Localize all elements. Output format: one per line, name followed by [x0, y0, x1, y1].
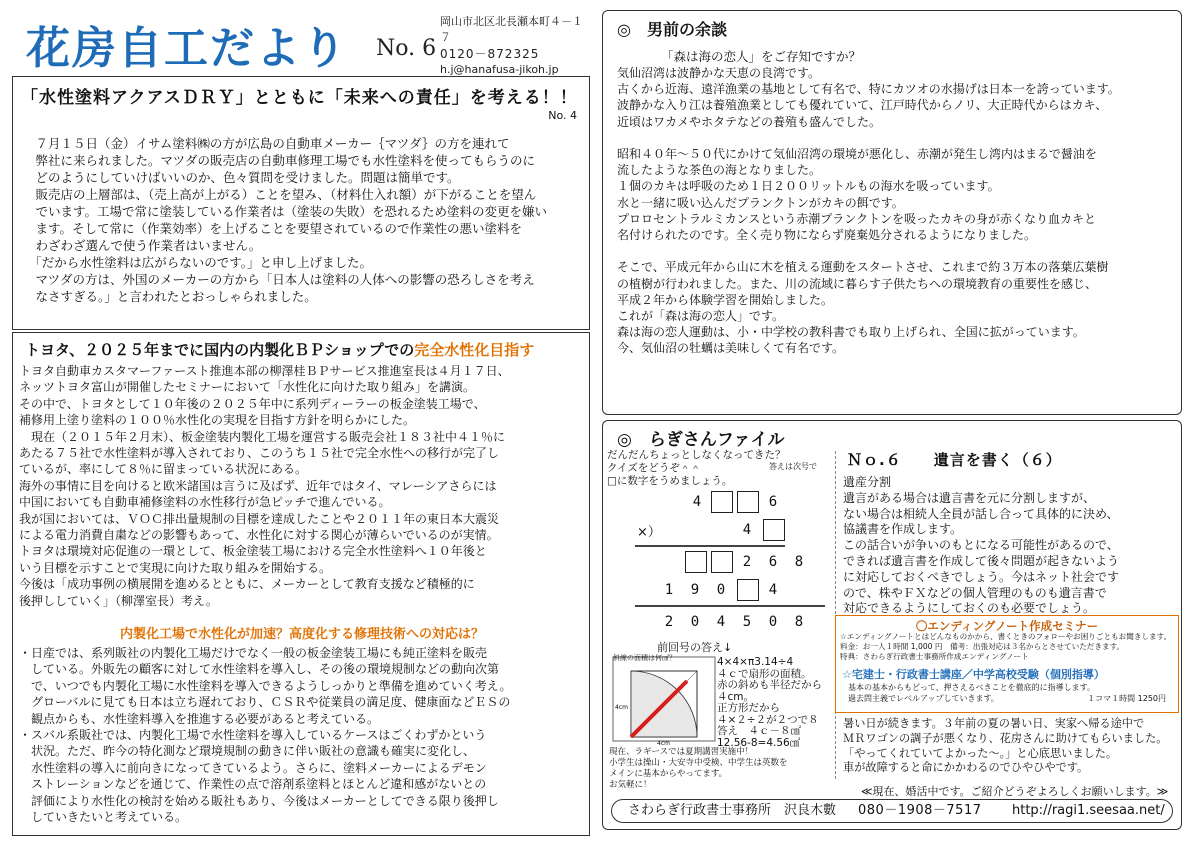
office-footer [611, 799, 1173, 823]
title-highlight: 完全水性化目指す [414, 341, 535, 359]
course-price: １コマ１時間 1250円 [1087, 694, 1166, 703]
office-name: さわらぎ行政書士事務所 沢良木數 [628, 803, 837, 818]
column-subtitle: 「森は海の恋人」をご存知ですか？ [661, 49, 862, 64]
newsletter-title: 花房自工だより [26, 23, 348, 74]
seminar-line: 料金：お一人１時間 1,000 円 備考：出張対応は３名からとさせていただきます。 [840, 642, 1125, 651]
article-body [23, 135, 583, 305]
course-title: ☆宅建士・行政書士講座／中学高校受験（個別指導） [842, 668, 1105, 681]
left-page [8, 10, 593, 836]
course-line: 基本の基本からもどって、押さえるべきことを徹底的に指導します。 [848, 683, 1096, 692]
dim-label: 4cm [657, 740, 670, 745]
quiz-digit: 8 [794, 614, 804, 630]
blank-box[interactable] [711, 491, 733, 513]
article-body: トヨタ自動車カスタマーファースト推進本部の柳澤桂ＢＰサービス推進室長は４月１７日、 ネッツトヨタ富山が開催したセミナーにおいて「水性化に向けた取り組み」を講演。 その中で、トヨタとして１０年後の２０２５年中に系列ディーラーの板金塗装工場で、 補修用上塗り塗料の１００％水性化の実現を目指す方針を明らかにした。 現在（２０１５年２月末）、板金塗装内製化工場を運営する販売会社１８３社中４１％に あたる７５社で水性塗料が導入されており、このうち１５社で完全水性への移行が完了し ているが、率にして８％に留まっている状況にある。 海外の事情に目を向けると欧米諸国は言うに及ばず、近年ではタイ、マレーシアさらには 中国においても自動車補修塗料の水性移行が急ピッチで進んでいる。 我が国においては、ＶＯＣ排出量規制の目標を達成したことや２０１１年の東日本大震災 による電力消費自粛などの影響もあって、水性化に対する関心が薄らいでいるのが実情。 トヨタは環境対応促進の一環として、板金塗装工場における完全水性塗料へ１０年後と いう目標を示すことで実現に向けた取り組みを開始する。 今後は「成功事例の横展開を進めるとともに、メーカーとして教育支援など積極的に 後押ししていく」（柳澤室長）考え。 [19, 364, 510, 608]
will-title: Ｎｏ.６ 遺言を書く（６） [847, 451, 1062, 469]
quiz-line: だんだんちょっとしなくなってきた？ [607, 449, 786, 461]
figure-caption: 斜線の面積は何㎠？ [613, 654, 676, 662]
diary-text: 暑い日が続きます。３年前の夏の暑い日、実家へ帰る途中で ＭＲワゴンの調子が悪くなり、花房さんに助けてもらいました。 「やってくれていてよかった～。」と心底思いました。 車が故障すると命にかかわるのでひやひやです。 [843, 717, 1168, 775]
article-body-bullets: ・日産では、系列販社の内製化工場だけでなく一般の板金塗装工場にも純正塗料を販売 している。外販先の顧客に対して水性塗料を導入し、その後の環境規制などの動向次第 で、いつでも内製化工場に水性塗料を導入できるようしっかりと準備を進めていく考え。 グローバルに見ても日本は立ち遅れており、ＣＳＲや従業員の満足度、健康面などＥＳの 観点からも、水性塗料導入を推進する必要があると考えている。 ・スバル系販社では、内製化工場で水性塗料を導入しているケースはごくわずかという 状況。ただ、昨今の特化測など環境規制の動きに伴い販社の意識も確実に変化し、 水性塗料の導入に前向きになってきているよう。さらに、塗料メーカーによるデモン ストレーションなどを通じて、作業性の点で溶剤系塗料とほとんど違和感がないとの 評価により水性化の検討を始める販社もあり、今後はメーカーとしてできる限り後押し していきたいと考えている。 [19, 646, 512, 825]
quiz-digit: 5 [742, 614, 752, 630]
cram-school-notice: 現在、ラギースでは夏期講習実施中！ 小学生は操山・大安寺中受検、中学生は英数を メインに基本からやってます。 お気軽に！ [609, 747, 788, 790]
blank-box[interactable] [737, 579, 759, 601]
sum-line [635, 545, 785, 547]
quiz-digit: 0 [716, 582, 726, 598]
quiz-line: □に数字をうめましょう。 [607, 475, 733, 487]
article-title [25, 339, 534, 360]
footer-note: ≪現在、婚活中です。ご紹介どうぞよろしくお願いします。≫ [861, 785, 1169, 798]
contact-info [440, 14, 593, 78]
will-body: 遺産分割 遺言がある場合は遺言書を元に分割しますが、 ない場合は相続人全員が話し合って具体的に決め、 協議書を作成します。 この話合いが争いのもとになる可能性があるので、 できれば遺言書を作成して後々問題が起きないよう に対応しておくべきでしょう。今はネット社会です ので、株やＦＸなどの個人管理のものも遺言書で 対応できるようにしておくのも必要でしょう。 [843, 475, 1120, 616]
previous-answer-title: 前回号の答え↓ [657, 641, 733, 654]
paragraph: ７月１５日（金）イサム塗料㈱の方が広島の自動車メーカー｛マツダ｝の方を連れて 弊社に来られました。マツダの販売店の自動車修理工場でも水性塗料を使ってもらうのに どのようにしていけばいいのか、色々質問を受けました。問題は簡単です。 [35, 136, 536, 185]
quiz-digit: 4 [692, 494, 702, 510]
ragi-file [602, 420, 1182, 830]
email-address: h.j@hanafusa-jikoh.jp [440, 63, 559, 76]
seminar-line: ☆エンディングノートとはどんなものかから、書くときのフォローやお困りごともお聞きします。 [840, 632, 1172, 641]
course-line: 過去問主義でレベルアップしていきます。 [848, 694, 999, 703]
sum-line [635, 605, 825, 607]
column-otomae [602, 10, 1182, 415]
blank-box[interactable] [711, 551, 733, 573]
title-main: トヨタ、２０２５年までに国内の内製化ＢＰショップでの [25, 341, 415, 359]
multiplication-puzzle [627, 491, 832, 641]
previous-answer-text: 4×4×π3.14÷4 ４ｃで扇形の面積。 赤の斜めも半径だから ４cm。 正方形だから ４×２÷２が２つで８ 答え ４ｃ－８㎠ 12.56-8=4.56㎠ [717, 656, 822, 749]
quiz-digit: 4 [716, 614, 726, 630]
blank-box[interactable] [737, 491, 759, 513]
office-phone: 080－1908－7517 [858, 803, 982, 818]
seminar-details [840, 632, 1176, 662]
quiz-digit: 6 [768, 554, 778, 570]
article-toyota [12, 332, 590, 836]
column-title: ◎ 男前の余談 [617, 20, 727, 39]
ragi-title: ◎ らぎさんファイル [617, 430, 785, 450]
area-figure [609, 653, 719, 745]
office-url-link[interactable]: http://ragi1.seesaa.net/ [1012, 803, 1165, 818]
article-title: 「水性塗料アクアスＤＲＹ」とともに「未来への責任」を考える！！ [21, 88, 578, 108]
blank-box[interactable] [763, 519, 785, 541]
quiz-digit: 6 [768, 494, 778, 510]
masthead [8, 10, 593, 76]
phone-number: 0120－872325 [440, 47, 540, 61]
seminar-line: 特典：さわらぎ行政書士事務所作成エンディングノート [840, 652, 1029, 661]
multiply-sign: ×） [637, 525, 661, 540]
article-subtitle: 内製化工場で水性化が加速？高度化する修理技術への対応は？ [119, 627, 484, 642]
quiz-digit: 2 [664, 614, 674, 630]
quiz-digit: 1 [664, 582, 674, 598]
paragraph: マツダの方は、外国のメーカーの方から「日本人は塗料の人体への影響の恐ろしさを考え なさすぎる。」と言われたとおっしゃられました。 [35, 272, 535, 304]
column-body: 気仙沼湾は波静かな天恵の良湾です。 古くから近海、遠洋漁業の基地として有名で、特にカツオの水揚げは日本一を誇っています。 波静かな入り江は養殖漁業としても優れていて、江戸時代からノリ、大正時代からはカキ、 近頃はワカメやホタテなどの養殖も盛んでした。 昭和４０年～５０代にかけて気仙沼湾の環境が悪化し、赤潮が発生し湾内はまるで醤油を 流したような茶色の海となりました。 １個のカキは呼吸のため１日２００リットルもの海水を吸っています。 水と一緒に吸い込んだプランクトンがカキの餌です。 プロロセントラルミカンスという赤潮プランクトンを吸ったカキの身が赤くなり血カキと 名付けられたのです。全く売り物にならず廃棄処分されるようになりました。 そこで、平成元年から山に木を植える運動をスタートさせ、これまで約３万本の落葉広葉樹 の植樹が行われました。また、川の流域に暮らす子供たちへの環境教育の重要性を感じ、 平成２年から体験学習を開始しました。 これが「森は海の恋人」です。 森は海の恋人運動は、小・中学校の教科書でも取り上げられ、全国に拡がっています。 今、気仙沼の牡蠣は美味しくて有名です。 [617, 66, 1120, 356]
dim-label: 4cm [615, 704, 628, 711]
quiz-digit: 2 [742, 554, 752, 570]
quiz-digit: 0 [690, 614, 700, 630]
article-number: No. 4 [548, 109, 577, 122]
quiz-digit: 4 [768, 582, 778, 598]
previous-answer [607, 639, 833, 749]
quiz-digit: 4 [742, 522, 752, 538]
quiz-hint: 答えは次号で [769, 462, 817, 471]
seminar-title: 〇エンディングノート作成セミナー [915, 619, 1099, 633]
address: 岡山市北区北長瀬本町４－１７ [440, 15, 583, 44]
quiz-digit: 9 [690, 582, 700, 598]
seminar-box [835, 615, 1179, 713]
issue-number: No. 6 [376, 36, 437, 61]
quiz-digit: 8 [794, 554, 804, 570]
article-aqua-dry [12, 76, 590, 330]
quiz-line: クイズをどうぞ＾＾ [607, 462, 701, 474]
paragraph: 「だから水性塗料は広がらないのです。」と申し上げました。 [23, 255, 373, 270]
paragraph: 販売店の上層部は、（売上高が上がる）ことを望み、（材料仕入れ額）が下がることを望ん でいます。工場で常に塗装している作業者は（塗装の失敗）を恐れるため塗料の変更を嫌い ます。そして常に（作業効率）を上げることを要望されているので作業性の悪い塗料を わざわざ選んで使う作業者はいません。 [35, 187, 548, 253]
blank-box[interactable] [685, 551, 707, 573]
quiz-digit: 0 [768, 614, 778, 630]
